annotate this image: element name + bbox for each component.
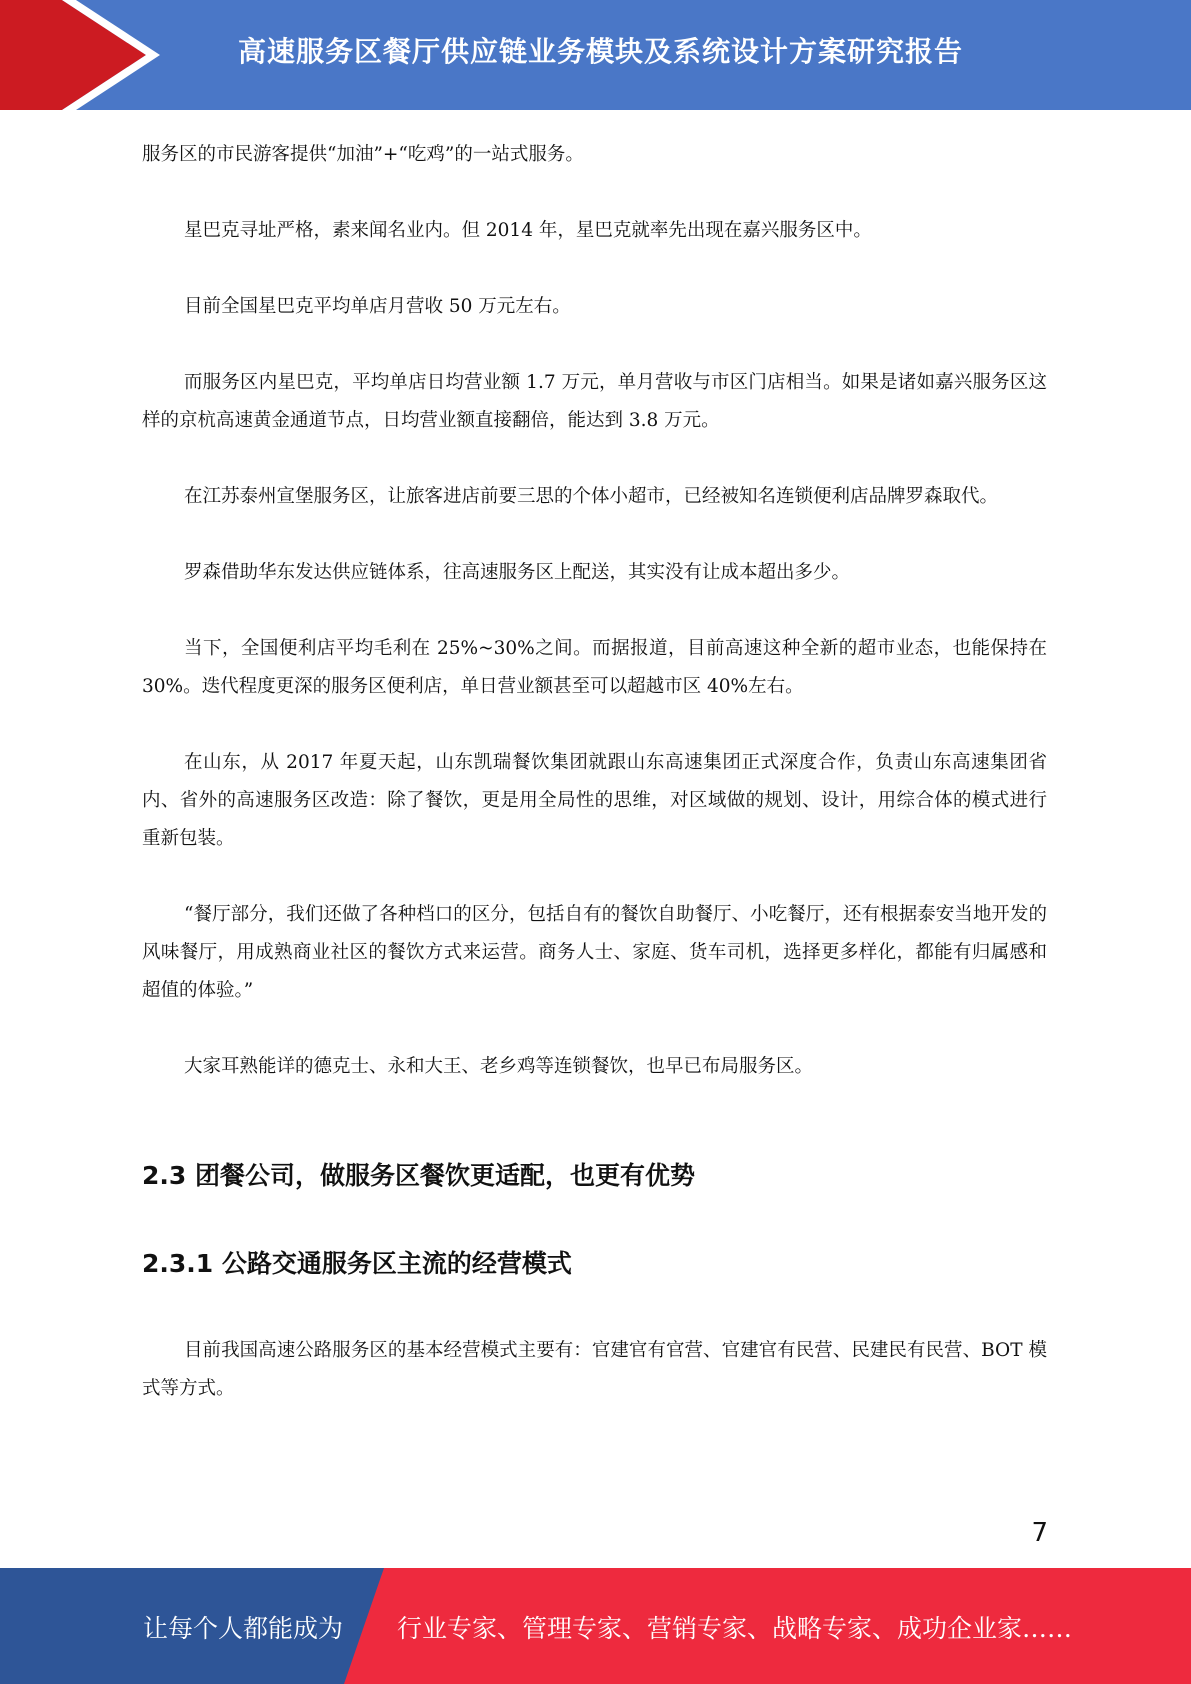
paragraph: “餐厅部分，我们还做了各种档口的区分，包括自有的餐饮自助餐厅、小吃餐厅，还有根据泰安当地开发的风味餐厅，用成熟商业社区的餐饮方式来运营。商务人士、家庭、货车司机，选择更多样化，都能有归属感和超值的体验。” <box>142 904 1047 1001</box>
footer-slogan-left: 让每个人都能成为 <box>143 1614 344 1643</box>
document-body <box>142 136 1047 1446</box>
paragraph: 而服务区内星巴克，平均单店日均营业额 1.7 万元，单月营收与市区门店相当。如果是诸如嘉兴服务区这样的京杭高速黄金通道节点，日均营业额直接翻倍，能达到 3.8 万元。 <box>142 372 1047 431</box>
paragraph: 目前我国高速公路服务区的基本经营模式主要有：官建官有官营、官建官有民营、民建民有民营、BOT 模式等方式。 <box>142 1340 1047 1399</box>
paragraph: 星巴克寻址严格，素来闻名业内。但 2014 年，星巴克就率先出现在嘉兴服务区中。 <box>184 220 872 241</box>
header-title: 高速服务区餐厅供应链业务模块及系统设计方案研究报告 <box>238 35 964 68</box>
paragraph: 当下，全国便利店平均毛利在 25%~30%之间。而据报道，目前高速这种全新的超市业态，也能保持在 30%。迭代程度更深的服务区便利店，单日营业额甚至可以超越市区 40%左右。 <box>142 638 1047 697</box>
footer-slogan-right: 行业专家、管理专家、营销专家、战略专家、成功企业家…… <box>397 1614 1073 1643</box>
paragraph: 罗森借助华东发达供应链体系，往高速服务区上配送，其实没有让成本超出多少。 <box>184 562 851 583</box>
page-footer <box>0 1568 1191 1684</box>
paragraph: 大家耳熟能详的德克士、永和大王、老乡鸡等连锁餐饮，也早已布局服务区。 <box>184 1056 814 1077</box>
section-heading-2-3-1: 2.3.1 公路交通服务区主流的经营模式 <box>142 1249 572 1278</box>
page-number: 7 <box>1031 1518 1048 1548</box>
page-header <box>0 0 1191 110</box>
section-heading-2-3: 2.3 团餐公司，做服务区餐饮更适配，也更有优势 <box>142 1161 695 1190</box>
paragraph: 在山东，从 2017 年夏天起，山东凯瑞餐饮集团就跟山东高速集团正式深度合作，负责山东高速集团省内、省外的高速服务区改造：除了餐饮，更是用全局性的思维，对区域做的规划、设计，用综合体的模式进行重新包装。 <box>142 752 1047 849</box>
paragraph: 服务区的市民游客提供“加油”+“吃鸡”的一站式服务。 <box>142 144 584 165</box>
paragraph: 在江苏泰州宣堡服务区，让旅客进店前要三思的个体小超市，已经被知名连锁便利店品牌罗森取代。 <box>184 486 999 507</box>
paragraph: 目前全国星巴克平均单店月营收 50 万元左右。 <box>184 296 571 317</box>
